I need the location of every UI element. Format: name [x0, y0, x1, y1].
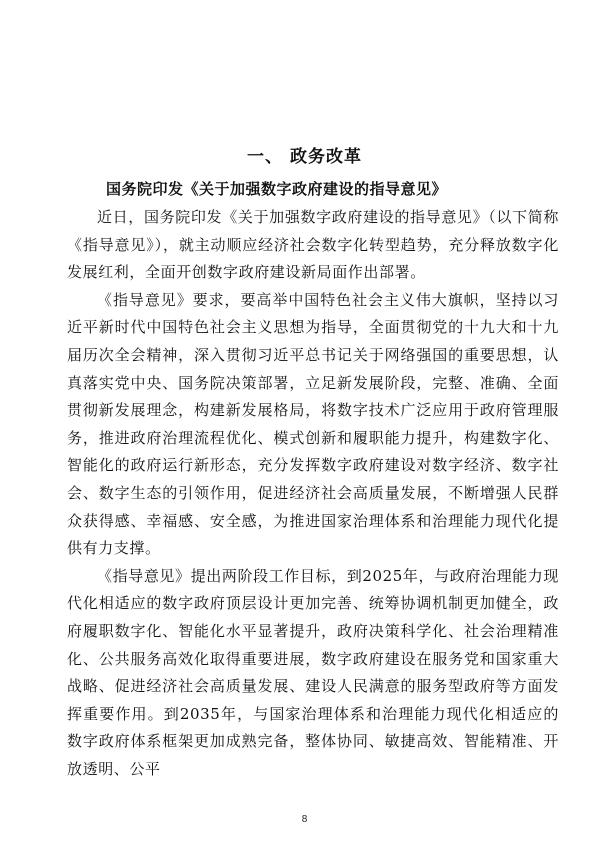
- article-title: 国务院印发《关于加强数字政府建设的指导意见》: [106, 180, 448, 198]
- article-body: [67, 204, 559, 783]
- paragraph-1: 近日，国务院印发《关于加强数字政府建设的指导意见》（以下简称《指导意见》），就主动顺应经济社会数字化转型趋势，充分释放数字化发展红利，全面开创数字政府建设新局面作出部署。: [67, 208, 559, 282]
- paragraph-2: 《指导意见》要求，要高举中国特色社会主义伟大旗帜，坚持以习近平新时代中国特色社会主义思想为指导，全面贯彻党的十九大和十九届历次全会精神，深入贯彻习近平总书记关于网络强国的重要思想，认真落实党中央、国务院决策部署，立足新发展阶段，完整、准确、全面贯彻新发展理念，构建新发展格局，将数字技术广泛应用于政府管理服务，推进政府治理流程优化、模式创新和履职能力提升，构建数字化、智能化的政府运行新形态，充分发挥数字政府建设对数字经济、数字社会、数字生态的引领作用，促进经济社会高质量发展，不断增强人民群众获得感、幸福感、安全感，为推进国家治理体系和治理能力现代化提供有力支撑。: [67, 290, 559, 558]
- paragraph-3: 《指导意见》提出两阶段工作目标，到2025年，与政府治理能力现代化相适应的数字政府顶层设计更加完善、统筹协调机制更加健全，政府履职数字化、智能化水平显著提升，政府决策科学化、社会治理精准化、公共服务高效化取得重要进展，数字政府建设在服务党和国家重大战略、促进经济社会高质量发展、建设人民满意的服务型政府等方面发挥重要作用。到2035年，与国家治理体系和治理能力现代化相适应的数字政府体系框架更加成熟完备，整体协同、敏捷高效、智能精准、开放透明、公平: [67, 566, 559, 778]
- page-number: 8: [301, 814, 308, 825]
- section-title: 一、 政务改革: [247, 147, 362, 167]
